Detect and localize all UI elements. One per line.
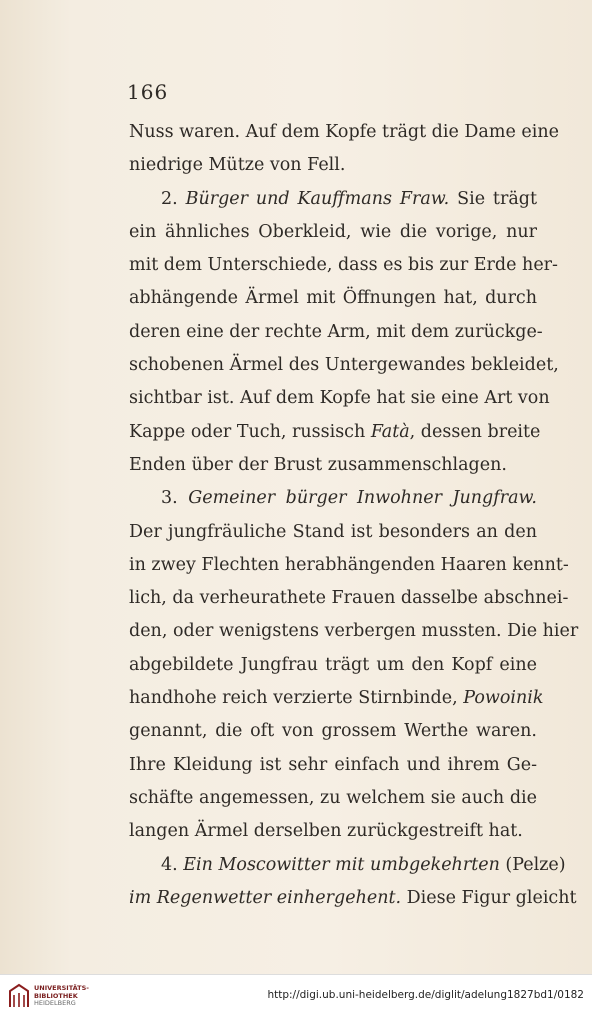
text-segment: Powoinik bbox=[463, 688, 544, 709]
text-line bbox=[129, 516, 537, 549]
text-segment: Ihre Kleidung ist sehr einfach und ihrem Ge- bbox=[129, 754, 537, 775]
logo-line-1: UNIVERSITÄTS- bbox=[34, 984, 89, 992]
text-segment: abhängende Ärmel mit Öffnungen hat, durch bbox=[129, 288, 537, 309]
text-line bbox=[129, 316, 543, 349]
text-line bbox=[129, 116, 559, 149]
text-segment: deren eine der rechte Arm, mit dem zurückge- bbox=[129, 321, 543, 342]
text-line bbox=[129, 382, 550, 415]
text-segment: Enden über der Brust zusammenschlagen. bbox=[129, 454, 507, 475]
text-segment: abgebildete Jungfrau trägt um den Kopf eine bbox=[129, 654, 537, 675]
text-segment: langen Ärmel derselben zurückgestreift hat. bbox=[129, 821, 523, 842]
library-logo-text bbox=[34, 985, 89, 1008]
text-segment: in zwey Flechten herabhängenden Haaren kennt- bbox=[129, 554, 569, 575]
text-segment: ein ähnliches Oberkleid, wie die vorige, nur bbox=[129, 221, 537, 242]
text-line bbox=[129, 149, 537, 182]
text-line bbox=[129, 416, 541, 449]
text-segment: schobenen Ärmel des Untergewandes bekleidet, bbox=[129, 355, 559, 376]
text-segment: Sie trägt bbox=[449, 188, 537, 209]
text-segment: Gemeiner bürger Inwohner Jungfraw. bbox=[188, 488, 537, 509]
text-segment: Kappe oder Tuch, russisch bbox=[129, 421, 371, 442]
text-segment: niedrige Mütze von Fell. bbox=[129, 155, 346, 176]
text-line bbox=[129, 649, 537, 682]
text-line bbox=[129, 749, 537, 782]
text-line bbox=[129, 582, 569, 615]
text-line bbox=[129, 349, 559, 382]
page-number: 166 bbox=[127, 80, 169, 104]
permalink-url[interactable]: http://digi.ub.uni-heidelberg.de/diglit/adelung1827bd1/0182 bbox=[267, 989, 584, 1001]
text-segment: Der jungfräuliche Stand ist besonders an den bbox=[129, 521, 537, 542]
text-segment: Fatà bbox=[370, 421, 410, 442]
text-line bbox=[129, 815, 537, 848]
text-segment: Nuss waren. Auf dem Kopfe trägt die Dame eine bbox=[129, 122, 559, 142]
text-segment: 2. bbox=[161, 188, 178, 209]
text-line bbox=[129, 249, 558, 282]
text-segment: lich, da verheurathete Frauen dasselbe abschnei- bbox=[129, 588, 569, 609]
text-line bbox=[129, 282, 537, 315]
text-line bbox=[129, 715, 537, 748]
text-segment: Diese Figur gleicht bbox=[401, 887, 577, 908]
text-line bbox=[129, 549, 569, 582]
library-logo-icon bbox=[8, 983, 30, 1009]
text-segment: Bürger und Kauffmans Fraw. bbox=[185, 188, 450, 209]
text-segment: (Pelze) bbox=[499, 854, 566, 875]
text-segment: , dessen breite bbox=[409, 421, 541, 442]
text-segment: Ein Moscowitter mit umbgekehrten bbox=[183, 854, 500, 875]
body-text bbox=[129, 116, 579, 915]
text-line bbox=[129, 849, 566, 882]
text-segment: mit dem Unterschiede, dass es bis zur Erde her- bbox=[129, 255, 558, 276]
text-segment: handhohe reich verzierte Stirnbinde, bbox=[129, 688, 464, 709]
text-segment: 3. bbox=[161, 488, 178, 509]
text-line bbox=[129, 782, 537, 815]
footer-bar bbox=[0, 974, 592, 1017]
text-segment: im Regenwetter einhergehent. bbox=[129, 887, 402, 908]
text-line bbox=[129, 882, 577, 915]
text-line bbox=[129, 482, 537, 515]
text-line bbox=[129, 216, 537, 249]
text-segment: sichtbar ist. Auf dem Kopfe hat sie eine Art von bbox=[129, 388, 550, 409]
text-line bbox=[129, 449, 537, 482]
logo-line-3: HEIDELBERG bbox=[34, 999, 76, 1007]
text-segment: schäfte angemessen, zu welchem sie auch die bbox=[129, 787, 537, 808]
text-segment: 4. bbox=[161, 854, 178, 875]
text-line bbox=[129, 183, 537, 216]
logo-line-2: BIBLIOTHEK bbox=[34, 991, 78, 1000]
text-line bbox=[129, 682, 544, 715]
text-line bbox=[129, 615, 579, 648]
text-segment: den, oder wenigstens verbergen mussten. Die hier bbox=[129, 621, 579, 642]
text-segment: genannt, die oft von grossem Werthe waren. bbox=[129, 721, 537, 742]
